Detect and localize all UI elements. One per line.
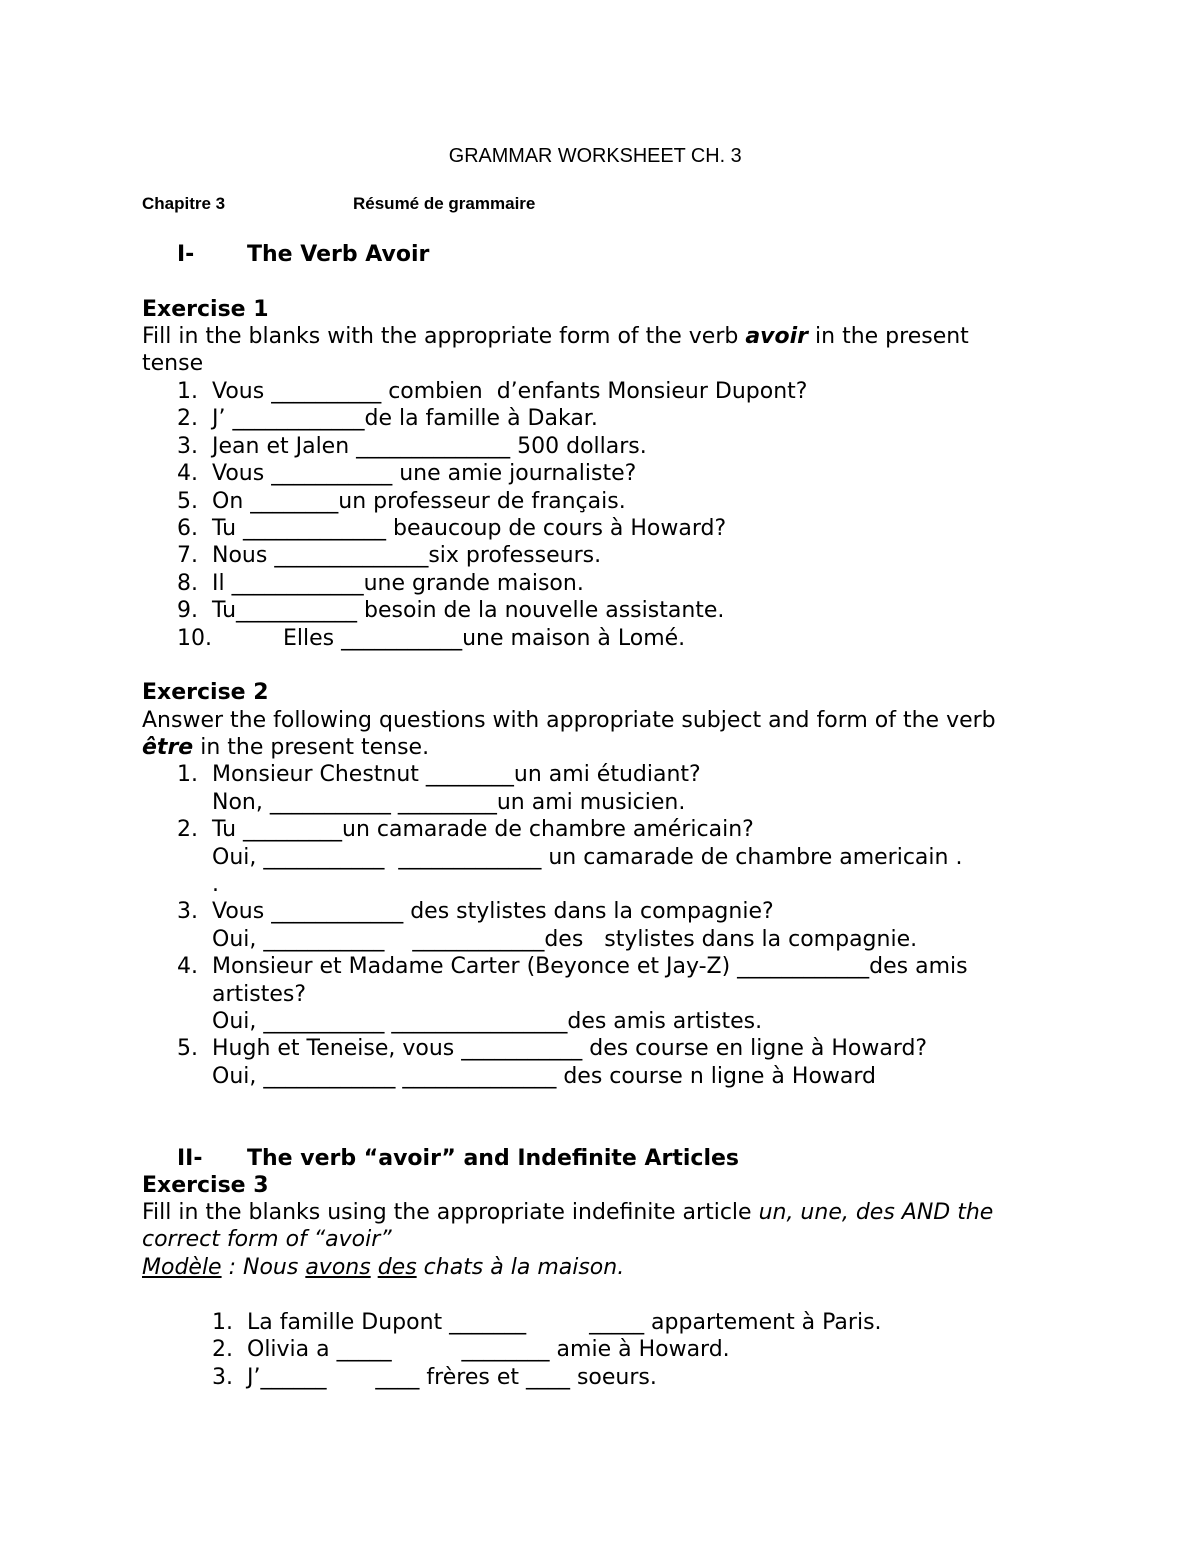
list-item-answer: Non, ___________ _________un ami musicien. bbox=[212, 790, 686, 815]
list-item: J’ ____________de la famille à Dakar. bbox=[212, 406, 598, 431]
chapter-label: Chapitre 3 bbox=[142, 194, 226, 213]
model-text: : Nous bbox=[221, 1255, 306, 1280]
list-item-answer: Oui, ___________ ________________des amis artistes. bbox=[212, 1009, 763, 1034]
model-text bbox=[371, 1255, 378, 1280]
list-item-number: 3. bbox=[177, 434, 198, 459]
list-item-number: 5. bbox=[177, 489, 198, 514]
list-item-number: 3. bbox=[177, 899, 198, 924]
list-item-number: 10. bbox=[177, 626, 212, 651]
model-article: des bbox=[377, 1255, 417, 1280]
list-item: La famille Dupont _______ _____ appartement à Paris. bbox=[247, 1310, 882, 1335]
section-1-numeral: I- bbox=[177, 242, 195, 267]
summary-label: Résumé de grammaire bbox=[353, 194, 536, 213]
model-label: Modèle bbox=[142, 1255, 222, 1280]
instruction-text: in the present bbox=[808, 324, 969, 349]
list-item: Hugh et Teneise, vous ___________ des course en ligne à Howard? bbox=[212, 1036, 928, 1061]
list-item-number: 5. bbox=[177, 1036, 198, 1061]
instruction-verb: être bbox=[142, 735, 194, 760]
exercise-1-heading: Exercise 1 bbox=[142, 297, 269, 322]
list-item-number: 3. bbox=[212, 1365, 233, 1390]
list-item: Tu _____________ beaucoup de cours à Howard? bbox=[212, 516, 727, 541]
list-item-number: 9. bbox=[177, 598, 198, 623]
list-item-number: 2. bbox=[177, 406, 198, 431]
model-sentence bbox=[142, 1254, 624, 1281]
list-item: artistes? bbox=[212, 982, 307, 1007]
list-item-answer: . bbox=[212, 872, 219, 897]
instruction-text: Fill in the blanks using the appropriate indefinite article bbox=[142, 1200, 759, 1225]
list-item-number: 4. bbox=[177, 461, 198, 486]
list-item: Vous ___________ une amie journaliste? bbox=[212, 461, 637, 486]
list-item: Elles ___________une maison à Lomé. bbox=[283, 626, 686, 651]
list-item: Vous __________ combien d’enfants Monsieur Dupont? bbox=[212, 379, 808, 404]
list-item-number: 1. bbox=[212, 1310, 233, 1335]
list-item-number: 1. bbox=[177, 762, 198, 787]
instruction-text: Answer the following questions with appropriate subject and form of the verb bbox=[142, 708, 996, 733]
exercise-3-heading: Exercise 3 bbox=[142, 1173, 269, 1198]
list-item: Vous ____________ des stylistes dans la compagnie? bbox=[212, 899, 774, 924]
exercise-2-instructions bbox=[142, 734, 429, 761]
exercise-2-heading: Exercise 2 bbox=[142, 680, 269, 705]
model-verb: avons bbox=[305, 1255, 371, 1280]
list-item-number: 7. bbox=[177, 543, 198, 568]
instruction-articles: un, une, des AND the bbox=[758, 1200, 994, 1225]
list-item-number: 2. bbox=[177, 817, 198, 842]
list-item-number: 4. bbox=[177, 954, 198, 979]
list-item: Jean et Jalen ______________ 500 dollars. bbox=[212, 434, 647, 459]
section-2-heading: The verb “avoir” and Indefinite Articles bbox=[247, 1146, 740, 1171]
list-item-answer: Oui, ___________ ____________des stylistes dans la compagnie. bbox=[212, 927, 918, 952]
exercise-1-instructions bbox=[142, 323, 969, 350]
model-text: chats à la maison. bbox=[416, 1255, 625, 1280]
instruction-text: tense bbox=[142, 351, 204, 376]
list-item-answer: Oui, ____________ ______________ des course n ligne à Howard bbox=[212, 1064, 877, 1089]
section-2-numeral: II- bbox=[177, 1146, 203, 1171]
list-item: Monsieur Chestnut ________un ami étudiant? bbox=[212, 762, 701, 787]
list-item: Il ____________une grande maison. bbox=[212, 571, 584, 596]
list-item-number: 2. bbox=[212, 1337, 233, 1362]
list-item-number: 1. bbox=[177, 379, 198, 404]
instruction-text: correct form of “avoir” bbox=[142, 1227, 392, 1252]
exercise-3-instructions bbox=[142, 1199, 993, 1226]
list-item-number: 8. bbox=[177, 571, 198, 596]
list-item: Olivia a _____ ________ amie à Howard. bbox=[247, 1337, 730, 1362]
list-item: Nous ______________six professeurs. bbox=[212, 543, 602, 568]
list-item-answer: Oui, ___________ _____________ un camarade de chambre americain . bbox=[212, 845, 963, 870]
list-item: Tu___________ besoin de la nouvelle assistante. bbox=[212, 598, 725, 623]
list-item: Monsieur et Madame Carter (Beyonce et Jay-Z) ____________des amis bbox=[212, 954, 968, 979]
section-1-heading: The Verb Avoir bbox=[247, 242, 430, 267]
list-item-number: 6. bbox=[177, 516, 198, 541]
list-item: On ________un professeur de français. bbox=[212, 489, 626, 514]
instruction-text: in the present tense. bbox=[193, 735, 430, 760]
instruction-verb: avoir bbox=[745, 324, 809, 349]
list-item: J’______ ____ frères et ____ soeurs. bbox=[247, 1365, 657, 1390]
page-title: GRAMMAR WORKSHEET CH. 3 bbox=[448, 145, 742, 167]
instruction-text: Fill in the blanks with the appropriate form of the verb bbox=[142, 324, 746, 349]
list-item: Tu _________un camarade de chambre américain? bbox=[212, 817, 754, 842]
